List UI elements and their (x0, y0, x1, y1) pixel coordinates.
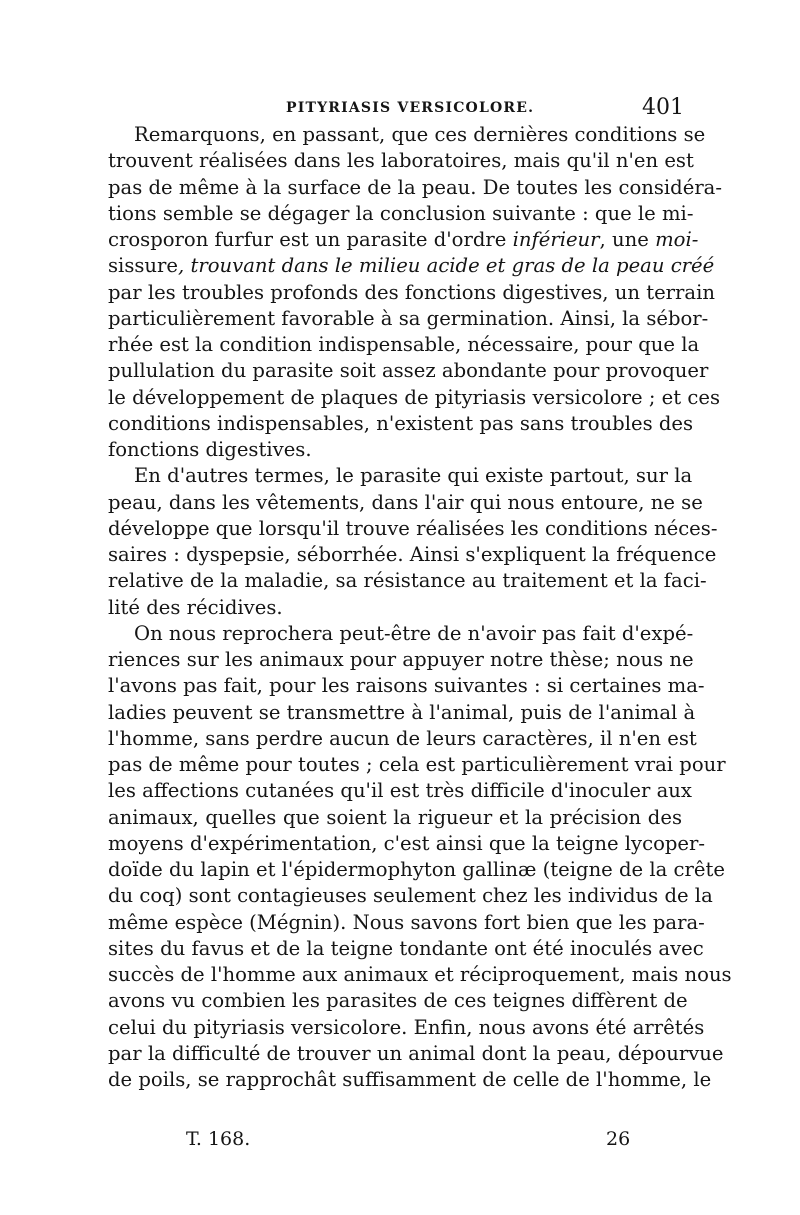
body-text (108, 122, 732, 1093)
text-line: l'homme, sans perdre aucun de leurs caractères, il n'en est (108, 726, 697, 750)
text-line: saires : dyspepsie, séborrhée. Ainsi s'expliquent la fréquence (108, 543, 717, 566)
text-line: conditions indispensables, n'existent pas sans troubles des (108, 411, 694, 435)
text-line: En d'autres termes, le parasite qui existe partout, sur la (134, 464, 693, 488)
text-line: celui du pityriasis versicolore. Enfin, nous avons été arrêtés (108, 1015, 705, 1039)
text-line: trouvent réalisées dans les laboratoires, mais qu'il n'en est (108, 149, 694, 173)
text-line: doïde du lapin et l'épidermophyton gallinæ (teigne de la crête (108, 858, 725, 881)
text-line: tions semble se dégager la conclusion suivante : que le mi- (108, 201, 694, 225)
text-segment: , une (599, 228, 656, 251)
text-line: le développement de plaques de pityriasis versicolore ; et ces (108, 385, 720, 409)
text-line: peau, dans les vêtements, dans l'air qui nous entoure, ne se (108, 490, 703, 514)
text-line (108, 253, 715, 279)
page-number: 401 (642, 95, 684, 120)
italic-term: , trouvant dans le milieu acide et gras de la peau créé (178, 254, 715, 278)
text-line: Remarquons, en passant, que ces dernières conditions se (134, 123, 706, 146)
text-line: développe que lorsqu'il trouve réalisées les conditions néces- (108, 516, 718, 540)
text-line: succès de l'homme aux animaux et réciproquement, mais nous (108, 963, 732, 986)
text-line: particulièrement favorable à sa germination. Ainsi, la sébor- (108, 306, 709, 330)
text-line: de poils, se rapprochât suffisamment de celle de l'homme, le (108, 1068, 712, 1091)
paragraph (108, 621, 732, 1094)
paragraph (108, 122, 722, 463)
page-footer (108, 1128, 682, 1154)
text-line: même espèce (Mégnin). Nous savons fort bien que les para- (108, 910, 705, 934)
text-line: riences sur les animaux pour appuyer notre thèse; nous ne (108, 648, 694, 671)
text-line: rhée est la condition indispensable, nécessaire, pour que la (108, 333, 700, 356)
text-line: pas de même à la surface de la peau. De toutes les considéra- (108, 175, 722, 199)
text-line: animaux, quelles que soient la rigueur et la précision des (108, 805, 682, 829)
text-line: du coq) sont contagieuses seulement chez les individus de la (108, 884, 713, 908)
text-line (108, 227, 699, 253)
italic-term: inférieur (512, 228, 600, 251)
text-line: les affections cutanées qu'il est très difficile d'inoculer aux (108, 779, 692, 803)
text-line: lité des récidives. (108, 595, 283, 619)
paragraph (108, 463, 718, 621)
printer-signature: T. 168. (186, 1128, 251, 1150)
text-line: fonctions digestives. (108, 438, 312, 461)
text-line: sites du favus et de la teigne tondante ont été inoculés avec (108, 936, 704, 960)
text-line: l'avons pas fait, pour les raisons suivantes : si certaines ma- (108, 674, 705, 698)
text-segment: crosporon furfur est un parasite d'ordre (108, 228, 513, 251)
text-line: par les troubles profonds des fonctions digestives, un terrain (108, 280, 715, 304)
text-line: par la difficulté de trouver un animal dont la peau, dépourvue (108, 1041, 724, 1065)
text-line: pullulation du parasite soit assez abondante pour provoquer (108, 359, 709, 383)
text-line: On nous reprochera peut-être de n'avoir pas fait d'expé- (134, 621, 694, 645)
text-segment: sissure (108, 254, 179, 278)
text-line: pas de même pour toutes ; cela est particulièrement vrai pour (108, 753, 726, 776)
sheet-number: 26 (606, 1128, 631, 1150)
italic-term: moi- (655, 228, 699, 251)
text-line: ladies peuvent se transmettre à l'animal, puis de l'animal à (108, 700, 696, 724)
running-head (108, 97, 688, 121)
text-line: relative de la maladie, sa résistance au traitement et la faci- (108, 569, 707, 593)
text-line: avons vu combien les parasites de ces teignes diffèrent de (108, 989, 688, 1013)
running-title: PITYRIASIS VERSICOLORE. (286, 100, 535, 116)
text-line: moyens d'expérimentation, c'est ainsi que la teigne lycoper- (108, 831, 705, 855)
